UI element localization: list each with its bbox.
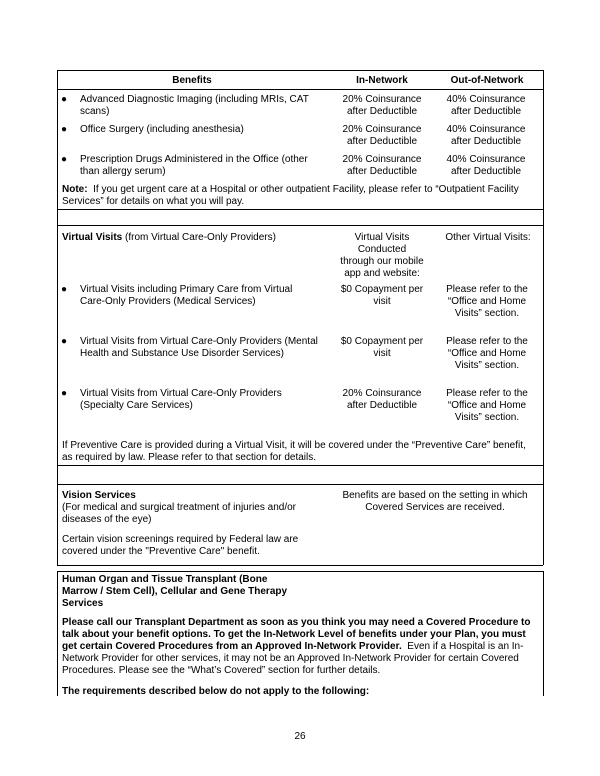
header-out-network: Out-of-Network xyxy=(450,75,524,86)
virtual-visits-title: Virtual Visits xyxy=(62,232,123,243)
out-network-value: 40% Coinsurance after Deductible xyxy=(446,124,526,147)
vision-benefit-text: Benefits are based on the setting in which Covered Services are received. xyxy=(342,490,528,513)
virtual-mental-health: Virtual Visits from Virtual Care-Only Providers (Mental Health and Substance Use Disorder Services) xyxy=(80,336,318,359)
section-divider xyxy=(57,225,543,226)
table-top-border xyxy=(57,70,543,71)
benefit-prescription-drugs: Prescription Drugs Administered in the Office (other than allergy serum) xyxy=(80,154,308,177)
in-network-value: $0 Copayment per visit xyxy=(340,336,424,359)
in-network-value: 20% Coinsurance after Deductible xyxy=(342,124,422,147)
virtual-visits-heading xyxy=(62,232,332,244)
transplant-title: Human Organ and Tissue Transplant (Bone Marrow / Stem Cell), Cellular and Gene Therapy Services xyxy=(62,574,288,609)
header-divider xyxy=(57,89,543,90)
bullet-icon: ● xyxy=(61,154,68,165)
vision-screening-note: Certain vision screenings required by Federal law are covered under the "Preventive Care" benefit. xyxy=(62,534,299,557)
transplant-paragraph-rest: Even if a Hospital is an In-Network Provider for other services, it may not be an Approved In-Network Provider for certain Covered Procedures. Please see the “What’s Covered” section for further details. xyxy=(62,641,524,676)
bullet-icon: ● xyxy=(61,336,68,347)
bullet-icon: ● xyxy=(61,284,68,295)
note-text: If you get urgent care at a Hospital or other outpatient Facility, please refer to “Outpatient Facility Services” for details on what you will pay. xyxy=(62,184,519,207)
benefit-imaging: Advanced Diagnostic Imaging (including MRIs, CAT scans) xyxy=(80,94,309,117)
out-network-value: 40% Coinsurance after Deductible xyxy=(446,154,526,177)
out-network-value: 40% Coinsurance after Deductible xyxy=(446,94,526,117)
section-top-border xyxy=(57,571,543,572)
note-label: Note: xyxy=(62,184,88,195)
header-in-network: In-Network xyxy=(356,75,408,86)
in-network-value: 20% Coinsurance after Deductible xyxy=(342,388,422,411)
out-network-value: Please refer to the “Office and Home Visits” section. xyxy=(446,388,528,423)
vision-subtitle: (For medical and surgical treatment of injuries and/or diseases of the eye) xyxy=(62,502,296,525)
virtual-visits-subtitle: (from Virtual Care-Only Providers) xyxy=(125,232,276,243)
section-divider xyxy=(57,484,543,485)
section-divider xyxy=(57,465,543,466)
bullet-icon: ● xyxy=(61,388,68,399)
preventive-care-note: If Preventive Care is provided during a Virtual Visit, it will be covered under the “Preventive Care” benefit, as required by law. Please refer to that section for details. xyxy=(62,440,526,463)
out-network-value: Please refer to the “Office and Home Visits” section. xyxy=(446,336,528,371)
bullet-icon: ● xyxy=(61,124,68,135)
virtual-in-header: Virtual Visits Conducted through our mobile app and website: xyxy=(340,232,424,279)
vision-title: Vision Services xyxy=(62,490,136,501)
in-network-value: 20% Coinsurance after Deductible xyxy=(342,154,422,177)
virtual-primary-care: Virtual Visits including Primary Care from Virtual Care-Only Providers (Medical Services) xyxy=(80,284,293,307)
bullet-icon: ● xyxy=(61,94,68,105)
transplant-paragraph-bold: Please call our Transplant Department as soon as you think you may need a Covered Procedure to talk about your benefit options. To get the In-Network Level of benefits under your Plan, you must get certain Covered Procedures from an Approved In-Network Provider. xyxy=(62,617,531,652)
in-network-value: 20% Coinsurance after Deductible xyxy=(342,94,422,117)
virtual-out-header: Other Virtual Visits: xyxy=(445,232,531,243)
page-number: 26 xyxy=(294,731,306,742)
benefit-office-surgery: Office Surgery (including anesthesia) xyxy=(80,124,244,135)
transplant-requirements: The requirements described below do not apply to the following: xyxy=(62,686,370,697)
table-bottom-border xyxy=(57,565,543,566)
in-network-value: $0 Copayment per visit xyxy=(340,284,424,307)
urgent-care-note xyxy=(62,184,532,208)
transplant-paragraph xyxy=(62,617,538,677)
header-benefits: Benefits xyxy=(172,75,212,86)
out-network-value: Please refer to the “Office and Home Visits” section. xyxy=(446,284,528,319)
virtual-specialty-care: Virtual Visits from Virtual Care-Only Providers (Specialty Care Services) xyxy=(80,388,282,411)
